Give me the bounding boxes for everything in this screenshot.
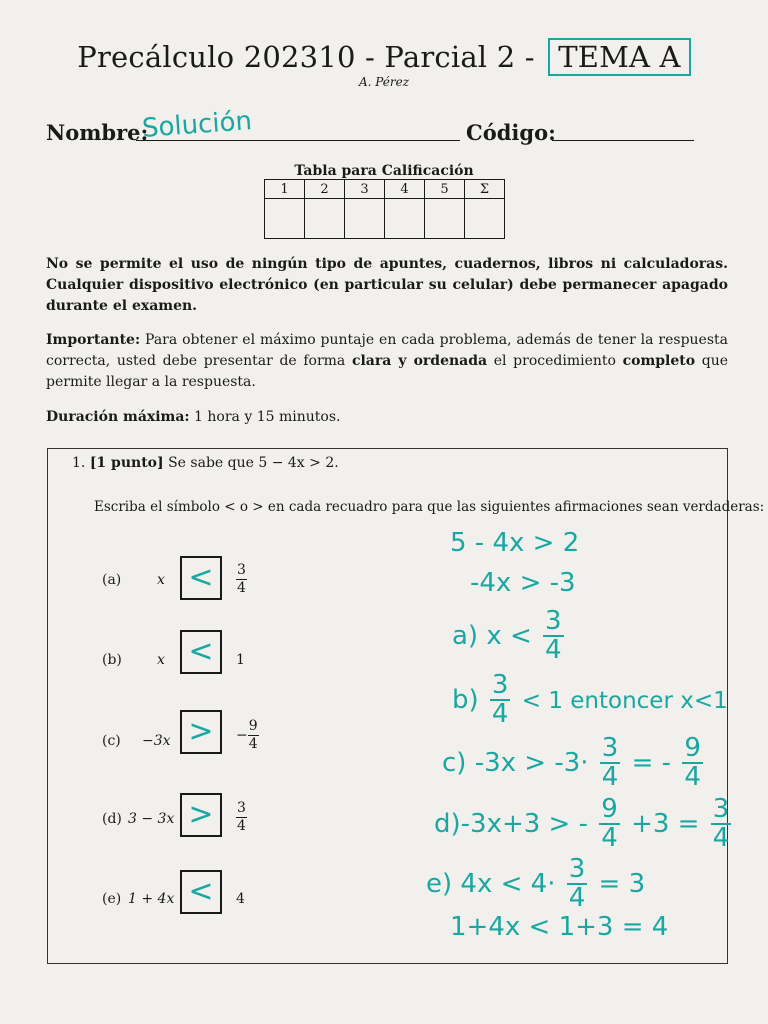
- rhs-numerator: 3: [237, 800, 246, 816]
- work-denominator: 4: [545, 635, 562, 666]
- item-expression: x: [157, 572, 165, 588]
- work-text: e) 4x < 4·: [426, 868, 556, 899]
- question-points: [1 punto]: [89, 455, 164, 471]
- work-numerator: 3: [545, 606, 562, 636]
- work-text: a) x <: [452, 620, 532, 651]
- rules-paragraph: No se permite el uso de ningún tipo de apuntes, cuadernos, libros ni calculadoras. Cualquier dispositivo electrónico (en particular su celular) debe permanecer apagado durante el examen.: [46, 256, 728, 314]
- important-paragraph: [46, 330, 728, 393]
- answer-symbol: <: [188, 874, 214, 909]
- grade-table: [264, 179, 505, 239]
- question-heading: [72, 455, 339, 471]
- grade-cell: [345, 199, 385, 239]
- work-text: d)-3x+3 > -: [434, 808, 588, 839]
- grade-cell: [425, 199, 465, 239]
- exam-title: [0, 38, 768, 76]
- code-label: Código:: [466, 120, 556, 145]
- work-numerator: 3: [491, 670, 509, 700]
- exam-version-box: TEMA A: [548, 38, 691, 76]
- grade-col-header: 1: [265, 180, 305, 199]
- item-label: (b): [102, 652, 122, 668]
- item-label: (c): [102, 733, 121, 749]
- grade-cell: [265, 199, 305, 239]
- duration-value: 1 hora y 15 minutos.: [189, 409, 341, 425]
- important-text: Para obtener el máximo puntaje en cada problema, además de tener la respuesta correcta, usted debe presentar de forma: [46, 332, 728, 369]
- work-numerator: 3: [601, 733, 619, 763]
- work-numerator: 9: [684, 733, 701, 763]
- rhs-denominator: 4: [237, 579, 246, 596]
- work-text: c) -3x > -3·: [442, 747, 589, 778]
- work-denominator: 4: [601, 762, 619, 793]
- important-emphasis: completo: [622, 353, 696, 369]
- grade-col-header: 3: [345, 180, 385, 199]
- item-rhs: [236, 562, 247, 597]
- item-rhs: 1: [236, 652, 245, 668]
- answer-box[interactable]: [180, 556, 222, 600]
- grade-col-header: Σ: [465, 180, 505, 199]
- work-line: [452, 672, 728, 729]
- work-denominator: 4: [601, 823, 618, 854]
- answer-box[interactable]: [180, 630, 222, 674]
- question-statement: Se sabe que 5 − 4x > 2.: [163, 455, 339, 471]
- answer-symbol: >: [188, 714, 214, 749]
- work-numerator: 3: [568, 854, 586, 884]
- important-text: el procedimiento: [487, 353, 623, 369]
- work-denominator: 4: [568, 883, 586, 914]
- work-numerator: 3: [712, 794, 730, 824]
- work-text: = -: [631, 747, 672, 778]
- rhs-sign: −: [236, 727, 248, 744]
- work-line: [452, 608, 567, 665]
- item-expression: 3 − 3x: [128, 811, 175, 827]
- item-expression: x: [157, 652, 165, 668]
- important-label: Importante:: [46, 332, 141, 348]
- duration-paragraph: [46, 407, 728, 428]
- item-label: (a): [102, 572, 122, 588]
- work-line: 1+4x < 1+3 = 4: [450, 912, 669, 942]
- name-label: Nombre:: [46, 120, 149, 145]
- item-label: (d): [102, 811, 122, 827]
- item-rhs: 4: [236, 891, 245, 907]
- work-text: < 1 entoncer x<1: [521, 687, 728, 714]
- item-expression: 1 + 4x: [128, 891, 175, 907]
- work-line: [434, 796, 734, 853]
- work-text: b): [452, 684, 479, 715]
- duration-label: Duración máxima:: [46, 409, 190, 425]
- important-text: que permite llegar a la respuesta.: [46, 353, 728, 390]
- answer-box[interactable]: [180, 710, 222, 754]
- grade-col-header: 4: [385, 180, 425, 199]
- grade-cell: [465, 199, 505, 239]
- important-emphasis: clara y ordenada: [351, 353, 488, 369]
- item-expression: −3x: [142, 733, 171, 749]
- work-text: = 3: [598, 868, 646, 899]
- item-rhs: [236, 800, 247, 835]
- rhs-denominator: 4: [248, 735, 258, 752]
- question-instruction: Escriba el símbolo < o > en cada recuadro para que las siguientes afirmaciones sean verdaderas:: [94, 499, 765, 515]
- item-rhs: [236, 718, 259, 753]
- work-denominator: 4: [491, 699, 509, 730]
- rhs-denominator: 4: [237, 817, 246, 834]
- work-numerator: 9: [601, 794, 618, 824]
- grade-cell: [305, 199, 345, 239]
- grade-col-header: 5: [425, 180, 465, 199]
- work-line: [426, 856, 645, 913]
- work-line: 5 - 4x > 2: [450, 528, 580, 558]
- name-value: Solución: [141, 106, 253, 144]
- answer-box[interactable]: [180, 793, 222, 837]
- answer-box[interactable]: [180, 870, 222, 914]
- grade-table-title: Tabla para Calificación: [294, 163, 474, 179]
- work-text: +3 =: [631, 808, 700, 839]
- rhs-numerator: 9: [248, 718, 258, 734]
- exam-author: A. Pérez: [358, 75, 410, 89]
- answer-symbol: <: [188, 560, 214, 595]
- exam-title-main: Precálculo 202310 - Parcial 2 -: [77, 40, 535, 74]
- code-field-line: [552, 140, 694, 141]
- answer-symbol: <: [188, 634, 214, 669]
- work-line: -4x > -3: [470, 568, 576, 598]
- work-denominator: 4: [684, 762, 701, 793]
- grade-cell: [385, 199, 425, 239]
- grade-col-header: 2: [305, 180, 345, 199]
- work-line: [442, 735, 706, 792]
- rhs-numerator: 3: [237, 562, 246, 578]
- answer-symbol: >: [188, 797, 214, 832]
- question-number: 1.: [72, 455, 86, 471]
- item-label: (e): [102, 891, 122, 907]
- work-denominator: 4: [712, 823, 730, 854]
